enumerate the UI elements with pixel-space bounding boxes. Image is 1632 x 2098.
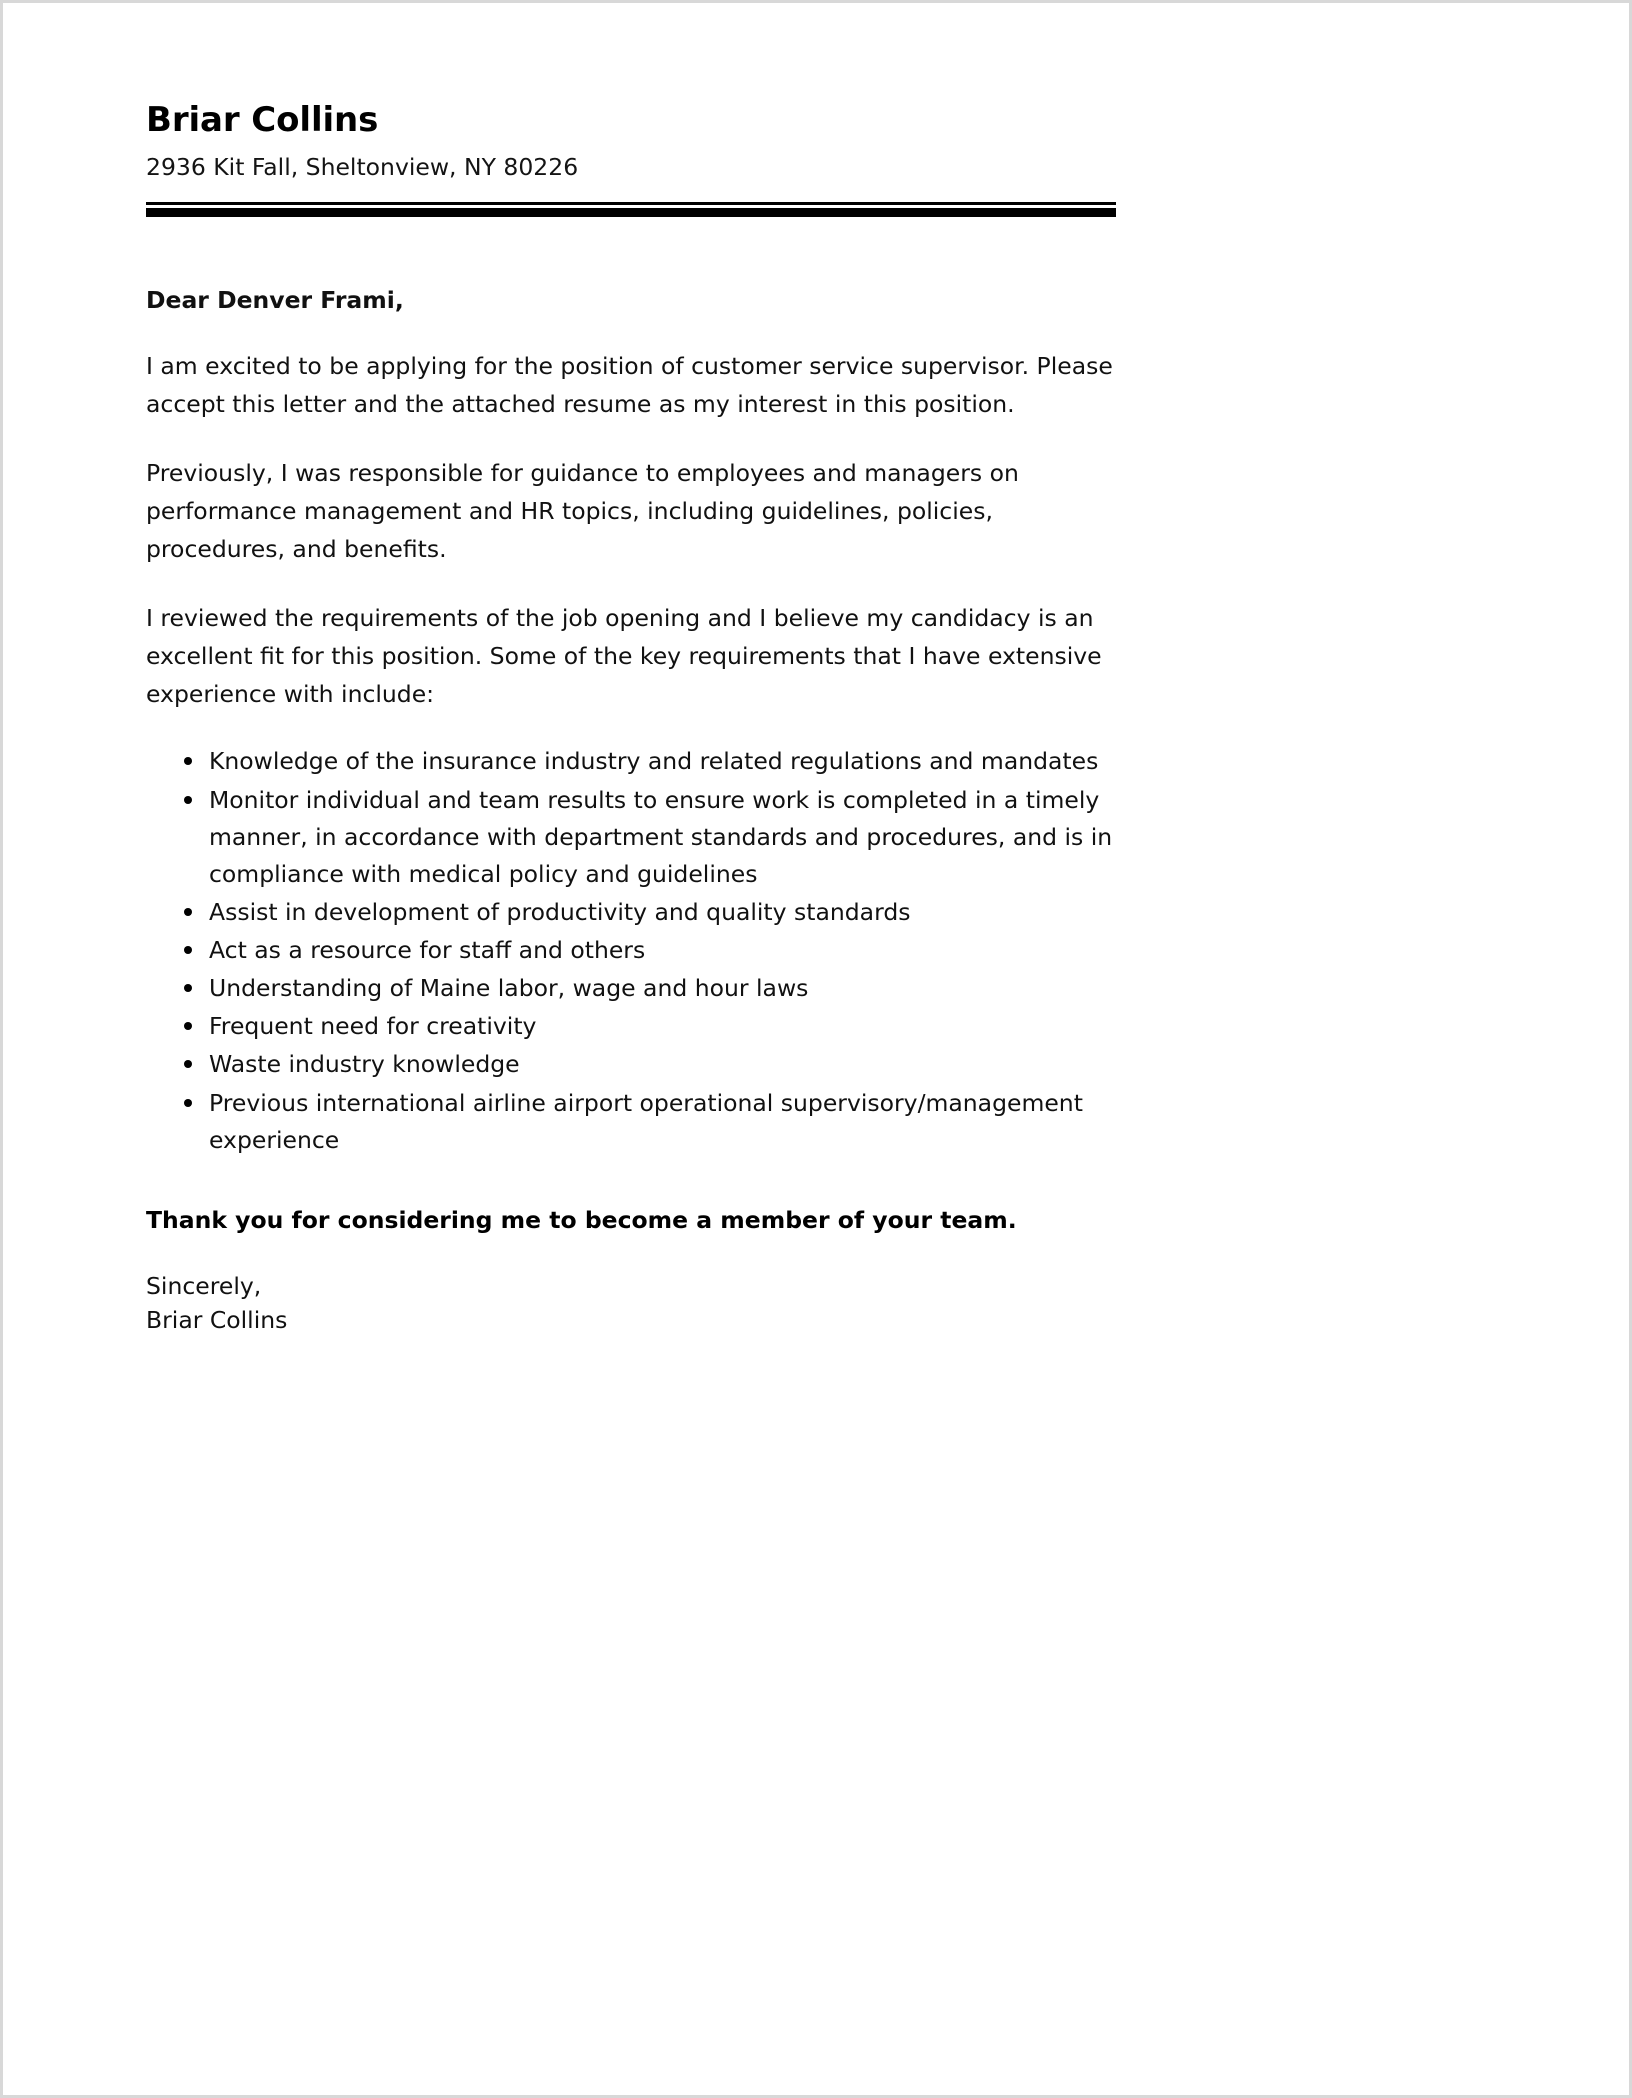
list-item: Previous international airline airport operational supervisory/management experience (179, 1085, 1116, 1159)
letter-content (146, 3, 1116, 1337)
list-item: Assist in development of productivity and quality standards (179, 894, 1116, 931)
list-item: Waste industry knowledge (179, 1046, 1116, 1083)
body-paragraph-3: I reviewed the requirements of the job opening and I believe my candidacy is an excellent fit for this position. Some of the key requirements that I have extensive experience with include: (146, 603, 1102, 709)
signoff: Sincerely, (146, 1271, 262, 1300)
letter-body (146, 284, 1116, 1337)
sender-name: Briar Collins (146, 100, 379, 140)
closing-statement: Thank you for considering me to become a member of your team. (146, 1205, 1017, 1234)
list-item: Monitor individual and team results to ensure work is completed in a timely manner, in accordance with department standards and procedures, and is in compliance with medical policy and guidelines (179, 782, 1116, 893)
list-item: Frequent need for creativity (179, 1008, 1116, 1045)
list-item: Act as a resource for staff and others (179, 932, 1116, 969)
salutation: Dear Denver Frami, (146, 286, 404, 315)
body-paragraph-2: Previously, I was responsible for guidance to employees and managers on performance management and HR topics, including guidelines, policies, procedures, and benefits. (146, 458, 1019, 564)
list-item: Knowledge of the insurance industry and related regulations and mandates (179, 743, 1116, 780)
signature-name: Briar Collins (146, 1305, 288, 1334)
divider-thick-line (146, 208, 1116, 217)
letter-header (146, 3, 1116, 217)
requirements-list (146, 743, 1116, 1158)
sender-address: 2936 Kit Fall, Sheltonview, NY 80226 (146, 152, 579, 181)
signature-block (146, 1269, 1116, 1337)
header-divider (146, 202, 1116, 217)
list-item: Understanding of Maine labor, wage and hour laws (179, 970, 1116, 1007)
body-paragraph-1: I am excited to be applying for the position of customer service supervisor. Please accept this letter and the attached resume as my interest in this position. (146, 352, 1113, 419)
